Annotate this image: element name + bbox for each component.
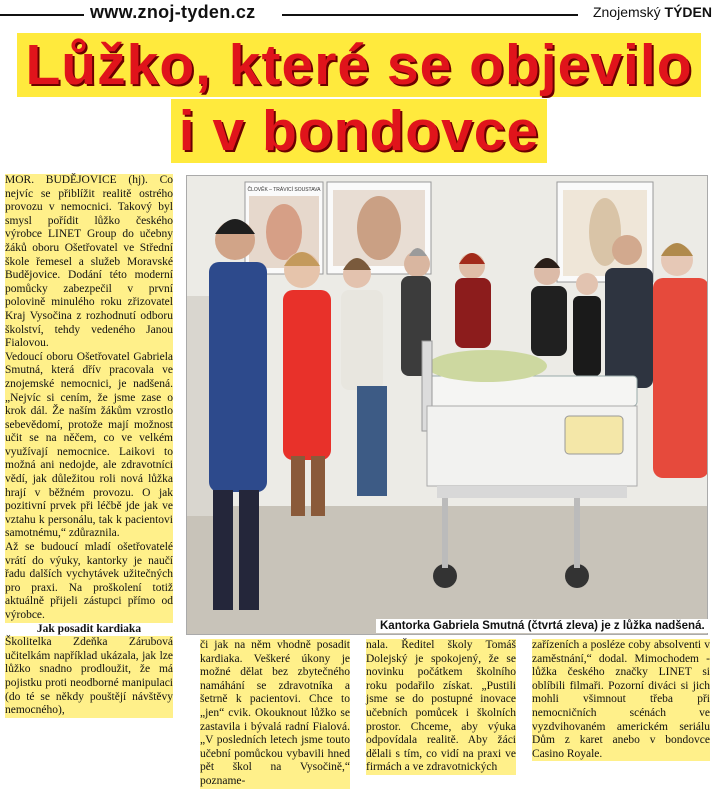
article-photo (186, 175, 708, 635)
paper-name (589, 4, 712, 20)
paragraph-trainer: Školitelka Zdeňka Zárubová učitelkám například ukázala, jak lze lůžko snadno prodloužit, že má pojistku proti neodborné manipulaci (do té se někdy pouštějí návštěvy nemocného), (5, 636, 173, 717)
header-rule-left (0, 14, 84, 16)
paragraph-quote: Vedoucí oboru Ošetřovatel Gabriela Smutná, která dřív pracovala ve znojemské nemocnici, je nadšená. „Nejvíc si cením, že jsme zase o krok dál. Že naším žákům vzrostlo sebevědomí, protože mají možnost učit se na něčem, co ve velkém využívají nemocnice. Laikovi to možná ani nedojde, ale zdravotníci vědí, jak důležitou roli nová lůžka hrají v běžném provozu. O jak pozitivní prvek při léčbě jde jak ve vztahu k personálu, tak k pacientovi samotnému,“ zdůraznila. (5, 350, 173, 540)
paragraph-intro: MOR. BUDĚJOVICE (hj). Co nejvíc se přiblížit realitě ostrého provozu v nemocnici. Takový byl smysl pořídit lůžko českého výrobce LINET Group do učebny žáků oboru Ošetřovatel ve Střední škole řemesel a služeb Moravské Budějovice. Dodání této moderní pomůcky zabezpečil v první polovině minulého roku zřizovatel Kraj Vysočina z rozhodnutí odboru školství, tehdy vedeného Janou Fialovou. (5, 174, 173, 350)
paragraph-col4: zařízeních a posléze coby absolventi v zaměstnání,“ dodal. Mimochodem - lůžka českého značky LINET si oblíbili filmaři. Pozorní diváci si jich mohli všimnout třeba při nemocničních scénách ve vyzdvihovaném americkém seriálu Dům z karet anebo v bondovce Casino Royale. (532, 639, 710, 760)
article-column-3 (366, 639, 516, 775)
paper-name-light: Znojemský (592, 4, 661, 20)
headline-line-2 (0, 99, 718, 163)
paragraph-training: Až se budoucí mladí ošetřovatelé vrátí do výuky, kantorky je naučí řadu dalších vychytávek užitečných pro praxi. Na proškolení totiž aktuálně přijeli zástupci přímo od výrobce. (5, 541, 173, 621)
headline-text-2: i v bondovce (171, 99, 547, 163)
headline-text-1: Lůžko, které se objevilo (17, 33, 700, 97)
headline-line-1 (0, 33, 718, 97)
article-column-4 (532, 639, 710, 761)
article-column-1 (5, 174, 173, 718)
paragraph-col2: či jak na něm vhodně posadit kardiaka. Veškeré úkony je možné dělat bez zbytečného namáhání se zdravotníka a šetrně k pacientovi. Chce to „jen“ cvik. Okouknout lůžko se zastavila i bývalá radní Fialová. „V posledních letech jsme touto učební pomůckou vybavili hned pět škol na Vysočině,“ pozname- (200, 639, 350, 787)
site-url: www.znoj-tyden.cz (86, 2, 259, 23)
paper-name-bold: TÝDEN (664, 4, 712, 20)
group-photo-illustration (187, 176, 708, 635)
subheading: Jak posadit kardiaka (36, 622, 142, 635)
poster-label: ČLOVĚK – TRÁVICÍ SOUSTAVA (247, 187, 321, 193)
header-rule-right (282, 14, 578, 16)
photo-caption: Kantorka Gabriela Smutná (čtvrtá zleva) je z lůžka nadšená. (376, 619, 709, 633)
paragraph-col3: nala. Ředitel školy Tomáš Dolejský je spokojený, že se novinku počátkem školního roku podařilo získat. „Pustili jsme se do postupné inovace učebních pomůcek i školních prostor. Chceme, aby výuka odpovídala realitě. Aby žáci dělali s tím, co vidí na praxi ve firmách a ve zdravotnických (366, 639, 516, 774)
article-column-2 (200, 639, 350, 789)
